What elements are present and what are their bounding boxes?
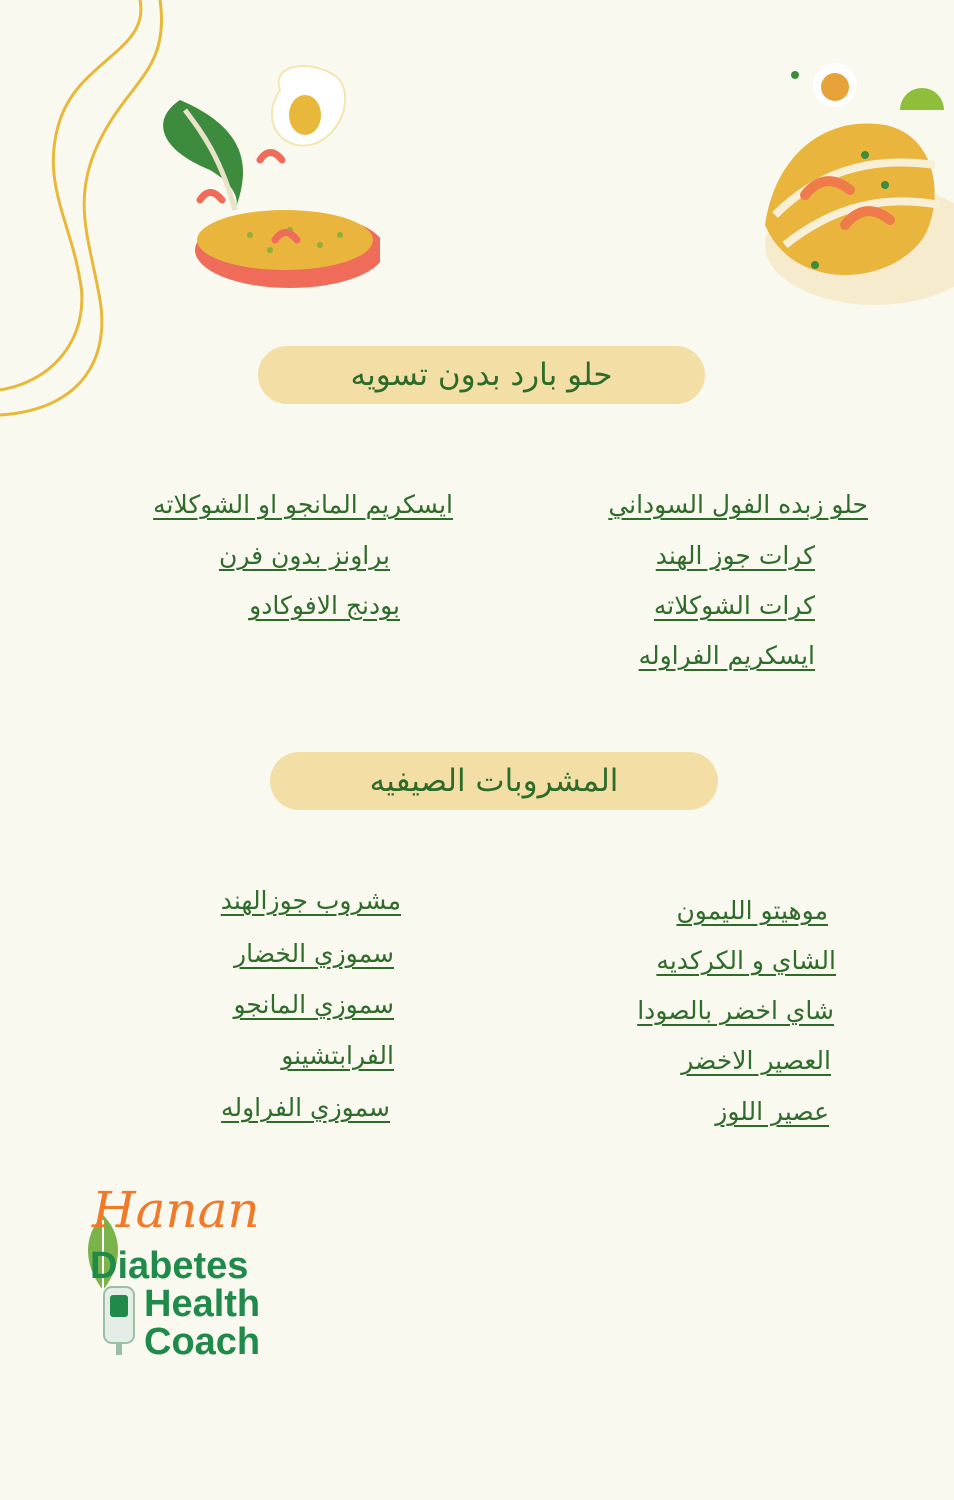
list-item[interactable]: براونز بدون فرن bbox=[218, 541, 390, 570]
section-title: المشروبات الصيفيه bbox=[369, 763, 619, 799]
logo-name: Hanan bbox=[92, 1181, 260, 1239]
logo-line: Diabetes bbox=[90, 1245, 249, 1287]
list-item[interactable]: الفرابتشينو bbox=[281, 1041, 394, 1070]
list-item[interactable]: شاي اخضر بالصودا bbox=[637, 996, 834, 1025]
list-item[interactable]: الشاي و الكركديه bbox=[656, 946, 836, 975]
logo bbox=[70, 1181, 290, 1363]
list-item[interactable]: موهيتو الليمون bbox=[676, 896, 828, 925]
food-illustration-left bbox=[140, 60, 380, 300]
logo-line: Coach bbox=[144, 1321, 261, 1363]
list-item[interactable]: حلو زبده الفول السوداني bbox=[608, 490, 868, 519]
glucose-meter-icon bbox=[102, 1285, 136, 1357]
list-item[interactable]: سموزي الخضار bbox=[234, 939, 394, 968]
list-item[interactable]: ايسكريم المانجو او الشوكلاته bbox=[153, 490, 453, 519]
list-item[interactable]: العصير الاخضر bbox=[681, 1046, 831, 1075]
list-item[interactable]: مشروب جوزالهند bbox=[220, 886, 401, 915]
logo-line: Health bbox=[144, 1283, 261, 1325]
list-item[interactable]: سموزي المانجو bbox=[233, 990, 394, 1019]
list-item[interactable]: كرات الشوكلاته bbox=[653, 591, 815, 620]
section-title-pill bbox=[270, 752, 718, 810]
list-item[interactable]: كرات جوز الهند bbox=[655, 541, 815, 570]
section-title: حلو بارد بدون تسويه bbox=[350, 357, 613, 393]
list-item[interactable]: سموزي الفراوله bbox=[221, 1093, 390, 1122]
list-item[interactable]: بودنج الافوكادو bbox=[249, 591, 400, 620]
section-title-pill bbox=[258, 346, 705, 404]
list-item[interactable]: عصير اللوز bbox=[715, 1097, 829, 1126]
list-item[interactable]: ايسكريم الفراوله bbox=[638, 641, 815, 670]
food-illustration-right bbox=[735, 55, 954, 310]
